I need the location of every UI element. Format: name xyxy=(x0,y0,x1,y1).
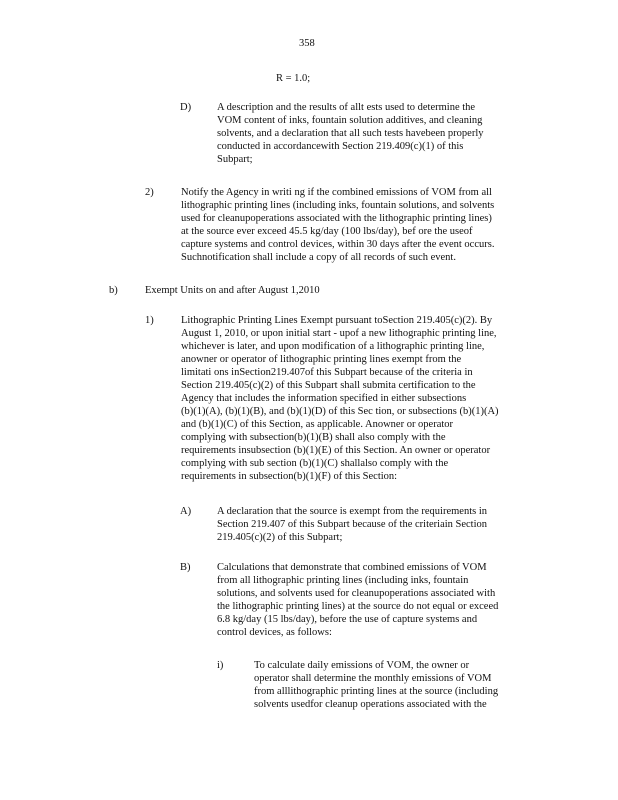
text-line: limitati ons inSection219.407of this Subpart because of the criteria in xyxy=(181,367,473,378)
text-line: A declaration that the source is exempt from the requirements in xyxy=(217,506,487,517)
text-line: requirements in subsection(b)(1)(F) of this Section: xyxy=(181,471,398,482)
text-line: from alllithographic printing lines at the source (including xyxy=(254,686,499,697)
text-line: the lithographic printing lines) at the source do not equal or exceed xyxy=(217,601,499,612)
text-line: Suchnotification shall include a copy of all records of such event. xyxy=(181,252,456,263)
text-line: 6.8 kg/day (15 lbs/day), before the use of capture systems and xyxy=(217,614,478,625)
item-marker-2: 2) xyxy=(145,187,154,198)
text-line: used for cleanupoperations associated with the lithographic printing lines) xyxy=(181,213,492,224)
item-B-paragraph xyxy=(217,561,538,639)
text-line: To calculate daily emissions of VOM, the owner or xyxy=(254,660,470,671)
item-marker-D: D) xyxy=(180,102,192,113)
text-line: whichever is later, and upon modification of a lithographic printing line, xyxy=(181,341,485,352)
text-line: capture systems and control devices, within 30 days after the event occurs. xyxy=(181,239,495,250)
item-A-paragraph xyxy=(217,505,528,544)
text-line: operator shall determine the monthly emissions of VOM xyxy=(254,673,492,684)
text-line: conducted in accordancewith Section 219.409(c)(1) of this xyxy=(217,141,464,152)
item-D-paragraph xyxy=(217,101,513,166)
text-line: VOM content of inks, fountain solution additives, and cleaning xyxy=(217,115,483,126)
text-line: Lithographic Printing Lines Exempt pursuant toSection 219.405(c)(2). By xyxy=(181,315,493,326)
item-i-paragraph xyxy=(254,659,525,711)
text-line: control devices, as follows: xyxy=(217,627,332,638)
text-line: Notify the Agency in writi ng if the combined emissions of VOM from all xyxy=(181,187,492,198)
page-number: 358 xyxy=(299,38,315,49)
item-1-paragraph xyxy=(181,314,538,483)
item-2-paragraph xyxy=(181,186,538,264)
text-line: solutions, and solvents used for cleanupoperations associated with xyxy=(217,588,496,599)
item-marker-1: 1) xyxy=(145,315,154,326)
section-b-heading: Exempt Units on and after August 1,2010 xyxy=(145,285,320,296)
text-line: complying with subsection(b)(1)(B) shall also comply with the xyxy=(181,432,446,443)
text-line: A description and the results of allt ests used to determine the xyxy=(217,102,476,113)
text-line: lithographic printing lines (including inks, fountain solutions, and solvents xyxy=(181,200,495,211)
text-line: Section 219.407 of this Subpart because of the criteriain Section xyxy=(217,519,488,530)
text-line: 219.405(c)(2) of this Subpart; xyxy=(217,532,343,543)
text-line: Agency that includes the information specified in either subsections xyxy=(181,393,467,404)
text-line: at the source ever exceed 45.5 kg/day (100 lbs/day), bef ore the useof xyxy=(181,226,473,237)
formula-line: R = 1.0; xyxy=(276,73,311,84)
text-line: complying with sub section (b)(1)(C) shallalso comply with the xyxy=(181,458,449,469)
text-line: Section 219.405(c)(2) of this Subpart shall submita certification to the xyxy=(181,380,476,391)
text-line: anowner or operator of lithographic printing lines exempt from the xyxy=(181,354,462,365)
text-line: August 1, 2010, or upon initial start - upof a new lithographic printing line, xyxy=(181,328,497,339)
text-line: Calculations that demonstrate that combined emissions of VOM xyxy=(217,562,487,573)
item-marker-B: B) xyxy=(180,562,191,573)
text-line: (b)(1)(A), (b)(1)(B), and (b)(1)(D) of this Sec tion, or subsections (b)(1)(A) xyxy=(181,406,499,417)
section-marker-b: b) xyxy=(109,285,118,296)
text-line: solvents, and a declaration that all such tests havebeen properly xyxy=(217,128,484,139)
text-line: requirements insubsection (b)(1)(E) of this Section. An owner or operator xyxy=(181,445,491,456)
text-line: solvents usedfor cleanup operations associated with the xyxy=(254,699,487,710)
item-marker-i: i) xyxy=(217,660,224,671)
item-marker-A: A) xyxy=(180,506,192,517)
text-line: from all lithographic printing lines (including inks, fountain xyxy=(217,575,469,586)
text-line: and (b)(1)(C) of this Section, as applicable. Anowner or operator xyxy=(181,419,454,430)
text-line: Subpart; xyxy=(217,154,253,165)
